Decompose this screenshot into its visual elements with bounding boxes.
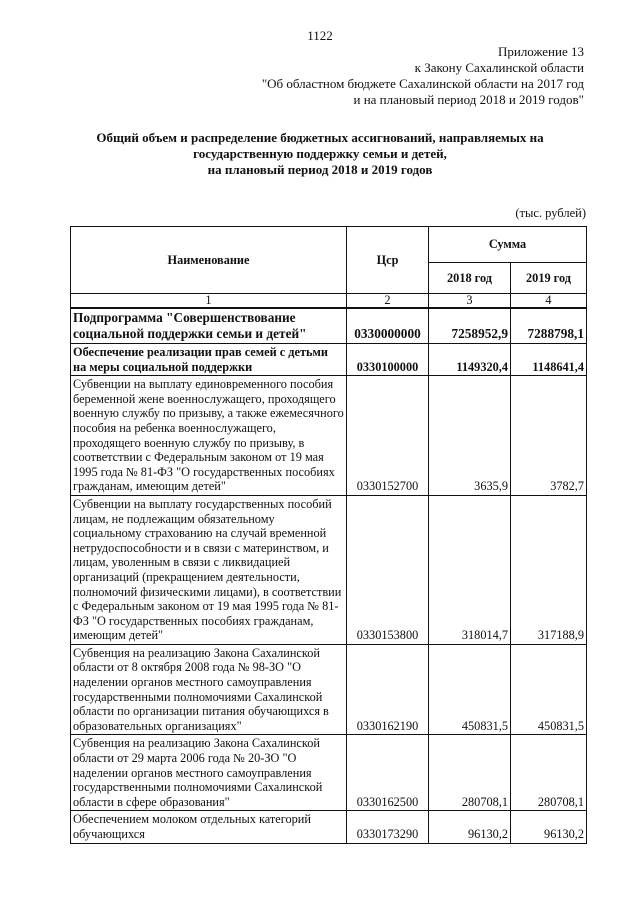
row-2018: 7258952,9 <box>429 308 511 344</box>
row-code: 0330173290 <box>347 811 429 843</box>
title-line: Общий объем и распределение бюджетных ассигнований, направляемых на <box>96 130 544 145</box>
row-2019: 96130,2 <box>511 811 587 843</box>
header-name: Наименование <box>71 227 347 294</box>
page-number: 1122 <box>307 28 333 43</box>
row-code: 0330000000 <box>347 308 429 344</box>
row-code: 0330153800 <box>347 495 429 644</box>
row-2019: 1148641,4 <box>511 344 587 376</box>
row-2019: 7288798,1 <box>511 308 587 344</box>
row-2018: 280708,1 <box>429 735 511 811</box>
row-2018: 96130,2 <box>429 811 511 843</box>
table-row <box>71 811 587 843</box>
table-row <box>71 308 587 344</box>
column-number: 4 <box>511 294 587 309</box>
row-name: Подпрограмма "Совершенствование социальной поддержки семьи и детей" <box>71 308 347 344</box>
appendix-line: и на плановый период 2018 и 2019 годов" <box>353 92 584 107</box>
row-2018: 318014,7 <box>429 495 511 644</box>
table-row <box>71 376 587 496</box>
row-name: Субвенция на реализацию Закона Сахалинской области от 29 марта 2006 года № 20-ЗО "О наделении органов местного самоуправления государственными полномочиями Сахалинской области в сфере образования" <box>71 735 347 811</box>
row-2019: 3782,7 <box>511 376 587 496</box>
row-2019: 450831,5 <box>511 644 587 735</box>
row-code: 0330152700 <box>347 376 429 496</box>
row-2019: 317188,9 <box>511 495 587 644</box>
table-row <box>71 644 587 735</box>
row-name: Субвенции на выплату единовременного пособия беременной жене военнослужащего, проходящего военную службу по призыву, а также ежемесячного пособия на ребенка военнослужащего, проходящего военную службу по призыву, в соответствии с Федеральным законом от 19 мая 1995 года № 81-ФЗ "О государственных пособиях гражданам, имеющим детей" <box>71 376 347 496</box>
column-number: 1 <box>71 294 347 309</box>
row-name: Обеспечение реализации прав семей с детьми на меры социальной поддержки <box>71 344 347 376</box>
title-line: на плановый период 2018 и 2019 годов <box>207 162 433 177</box>
title-line: государственную поддержку семьи и детей, <box>193 146 447 161</box>
row-2018: 450831,5 <box>429 644 511 735</box>
appendix-line: "Об областном бюджете Сахалинской области на 2017 год <box>261 76 584 91</box>
budget-table <box>70 226 587 844</box>
table-row <box>71 735 587 811</box>
row-2018: 3635,9 <box>429 376 511 496</box>
row-code: 0330162500 <box>347 735 429 811</box>
table-row <box>71 344 587 376</box>
table-row <box>71 495 587 644</box>
header-code: Цср <box>347 227 429 294</box>
document-title <box>60 130 580 178</box>
column-number-row <box>71 294 587 309</box>
row-code: 0330162190 <box>347 644 429 735</box>
row-name: Обеспечением молоком отдельных категорий обучающихся <box>71 811 347 843</box>
appendix-line: к Закону Сахалинской области <box>414 60 584 75</box>
column-number: 3 <box>429 294 511 309</box>
header-2019: 2019 год <box>511 263 587 294</box>
appendix-line: Приложение 13 <box>497 44 584 59</box>
header-2018: 2018 год <box>429 263 511 294</box>
units-label: (тыс. рублей) <box>515 206 586 220</box>
column-number: 2 <box>347 294 429 309</box>
appendix-header <box>262 44 584 108</box>
row-2019: 280708,1 <box>511 735 587 811</box>
row-2018: 1149320,4 <box>429 344 511 376</box>
row-name: Субвенция на реализацию Закона Сахалинской области от 8 октября 2008 года № 98-ЗО "О наделении органов местного самоуправления государственными полномочиями Сахалинской области по организации питания обучающихся в образовательных организациях" <box>71 644 347 735</box>
header-sum: Сумма <box>429 227 587 263</box>
row-name: Субвенции на выплату государственных пособий лицам, не подлежащим обязательному социальному страхованию на случай временной нетрудоспособности и в связи с материнством, и лицам, уволенным в связи с ликвидацией организаций (прекращением деятельности, полномочий физическими лицами), в соответствии с Федеральным законом от 19 мая 1995 года № 81-ФЗ "О государственных пособиях гражданам, имеющим детей" <box>71 495 347 644</box>
row-code: 0330100000 <box>347 344 429 376</box>
